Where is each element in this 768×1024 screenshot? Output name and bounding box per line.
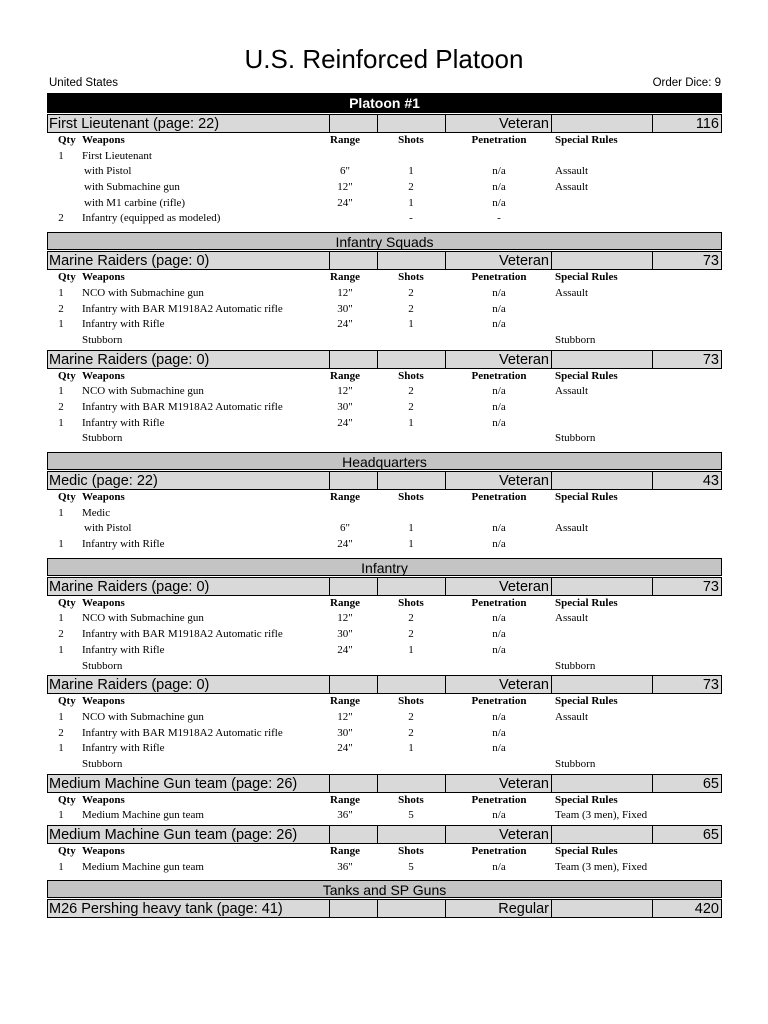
cell-pen: n/a (492, 538, 506, 551)
cell-weapon: Infantry with Rifle (82, 318, 165, 331)
unit-header (47, 774, 722, 793)
unit-blank-cell (378, 826, 446, 843)
weapon-row (47, 333, 722, 349)
cell-qty: 1 (58, 385, 64, 398)
unit-name: Marine Raiders (page: 0) (48, 351, 330, 368)
cell-range: 30" (337, 400, 353, 413)
cell-pen: n/a (492, 286, 506, 299)
cell-qty: 1 (58, 538, 64, 551)
cell-weapon: Infantry with BAR M1918A2 Automatic rifle (82, 400, 283, 413)
unit-name: Medium Machine Gun team (page: 26) (48, 826, 330, 843)
weapon-row (47, 180, 722, 196)
cell-special: Assault (555, 522, 588, 535)
weapon-row (47, 860, 722, 876)
unit-experience: Veteran (446, 115, 552, 132)
cell-pen: n/a (492, 302, 506, 315)
profile-header-row (47, 793, 722, 809)
column-header-pen: Penetration (471, 695, 527, 708)
cell-pen: n/a (492, 400, 506, 413)
cell-qty: 2 (58, 212, 64, 225)
cell-weapon: with Pistol (84, 522, 132, 535)
cell-range: 36" (337, 809, 353, 822)
weapon-row (47, 757, 722, 773)
header-meta (48, 77, 721, 91)
column-header-shots: Shots (398, 845, 424, 857)
column-header-qty: Qty (58, 845, 76, 857)
cell-pen: n/a (492, 726, 506, 739)
unit-blank-cell (378, 351, 446, 368)
cell-pen: n/a (492, 742, 506, 755)
section-header: Tanks and SP Guns (47, 880, 722, 898)
cell-pen: n/a (492, 416, 506, 429)
cell-weapon: Medium Machine gun team (82, 860, 204, 873)
unit-blank-cell (378, 676, 446, 693)
column-header-range: Range (330, 491, 360, 503)
unit-blank-cell (330, 826, 378, 843)
section-header: Headquarters (47, 452, 722, 470)
column-header-range: Range (330, 695, 360, 708)
cell-weapon: Infantry (equipped as modeled) (82, 212, 221, 225)
cell-range: 6" (340, 522, 350, 535)
unit-points: 73 (702, 578, 719, 595)
cell-weapon: Stubborn (82, 757, 123, 770)
unit-header (47, 825, 722, 844)
cell-range: 12" (337, 612, 353, 625)
unit-blank-cell (552, 900, 653, 917)
unit-blank-cell (330, 676, 378, 693)
cell-shots: 2 (408, 726, 414, 739)
cell-qty: 1 (58, 318, 64, 331)
column-header-shots: Shots (398, 695, 424, 708)
weapon-row (47, 741, 722, 757)
column-header-range: Range (330, 845, 360, 857)
cell-qty: 1 (58, 643, 64, 656)
weapon-row (47, 627, 722, 643)
weapon-profile (47, 369, 722, 447)
unit-blank-cell (552, 775, 653, 792)
cell-shots: 2 (408, 286, 414, 299)
unit-experience: Veteran (446, 351, 552, 368)
cell-weapon: Infantry with Rifle (82, 538, 165, 551)
page-title: U.S. Reinforced Platoon (244, 44, 524, 74)
cell-pen: n/a (492, 196, 506, 209)
cell-special: Stubborn (555, 333, 596, 346)
weapon-row (47, 726, 722, 742)
column-header-pen: Penetration (471, 845, 527, 857)
column-header-qty: Qty (58, 596, 76, 609)
cell-special: Assault (555, 385, 588, 398)
weapon-row (47, 400, 722, 416)
cell-shots: 1 (408, 196, 414, 209)
cell-weapon: Infantry with BAR M1918A2 Automatic rifle (82, 726, 283, 739)
cell-special: Assault (555, 710, 588, 723)
cell-range: 36" (337, 860, 353, 873)
cell-weapon: Stubborn (82, 432, 123, 445)
unit-name: Medium Machine Gun team (page: 26) (48, 775, 330, 792)
profile-header-row (47, 490, 722, 506)
cell-range: 6" (340, 165, 350, 178)
unit-blank-cell (552, 578, 653, 595)
country-label: United States (49, 77, 119, 89)
column-header-pen: Penetration (471, 596, 527, 609)
column-header-range: Range (330, 271, 360, 284)
cell-range: 30" (337, 726, 353, 739)
column-header-weapon: Weapons (82, 845, 125, 857)
unit-header (47, 350, 722, 369)
cell-qty: 1 (58, 612, 64, 625)
cell-shots: 2 (408, 400, 414, 413)
cell-pen: n/a (492, 385, 506, 398)
weapon-row (47, 611, 722, 627)
unit-points: 43 (702, 473, 719, 489)
cell-shots: 2 (408, 628, 414, 641)
cell-qty: 1 (58, 860, 64, 873)
cell-pen: n/a (492, 522, 506, 535)
column-header-special: Special Rules (555, 793, 618, 806)
unit-experience: Veteran (446, 578, 552, 595)
cell-range: 24" (337, 416, 353, 429)
unit-header (47, 899, 722, 918)
weapon-row (47, 164, 722, 180)
cell-range: 30" (337, 628, 353, 641)
roster-sheet (47, 92, 722, 918)
cell-special: Assault (555, 286, 588, 299)
column-header-special: Special Rules (555, 134, 618, 146)
column-header-shots: Shots (398, 793, 424, 806)
column-header-shots: Shots (398, 134, 424, 146)
cell-pen: n/a (492, 165, 506, 178)
unit-blank-cell (330, 775, 378, 792)
column-header-weapon: Weapons (82, 695, 125, 708)
cell-special: Stubborn (555, 659, 596, 672)
unit-name: Medic (page: 22) (48, 472, 330, 489)
cell-qty: 2 (58, 400, 64, 413)
cell-qty: 2 (58, 726, 64, 739)
weapon-profile (47, 490, 722, 553)
unit-blank-cell (552, 115, 653, 132)
column-header-range: Range (330, 369, 360, 382)
cell-shots: 1 (408, 318, 414, 331)
unit-blank-cell (552, 252, 653, 269)
cell-shots: 1 (408, 522, 414, 535)
column-header-pen: Penetration (471, 271, 527, 284)
unit-header (47, 114, 722, 133)
cell-special: Stubborn (555, 432, 596, 445)
cell-range: 12" (337, 286, 353, 299)
unit-blank-cell (378, 775, 446, 792)
column-header-qty: Qty (58, 695, 76, 708)
cell-weapon: with Submachine gun (84, 181, 180, 194)
cell-weapon: NCO with Submachine gun (82, 385, 204, 398)
column-header-special: Special Rules (555, 271, 618, 284)
cell-shots: 5 (408, 860, 414, 873)
profile-header-row (47, 844, 722, 860)
weapon-row (47, 149, 722, 165)
cell-pen: n/a (492, 860, 506, 873)
column-header-special: Special Rules (555, 596, 618, 609)
column-header-special: Special Rules (555, 491, 618, 503)
unit-blank-cell (552, 351, 653, 368)
weapon-profile (47, 596, 722, 674)
cell-shots: 1 (408, 416, 414, 429)
column-header-shots: Shots (398, 491, 424, 503)
weapon-row (47, 211, 722, 227)
cell-special: Stubborn (555, 757, 596, 770)
unit-experience: Regular (446, 900, 552, 917)
cell-range: 12" (337, 710, 353, 723)
weapon-row (47, 506, 722, 522)
unit-points: 420 (694, 901, 719, 918)
section-header: Infantry (47, 558, 722, 576)
cell-weapon: Stubborn (82, 333, 123, 346)
weapon-row (47, 808, 722, 824)
cell-range: 30" (337, 302, 353, 315)
weapon-row (47, 710, 722, 726)
profile-header-row (47, 596, 722, 612)
cell-pen: n/a (492, 318, 506, 331)
unit-blank-cell (330, 252, 378, 269)
column-header-weapon: Weapons (82, 491, 125, 503)
cell-weapon: Stubborn (82, 659, 123, 672)
cell-qty: 1 (58, 416, 64, 429)
cell-special: Assault (555, 612, 588, 625)
column-header-qty: Qty (58, 369, 76, 382)
cell-shots: 2 (408, 385, 414, 398)
cell-shots: 2 (408, 181, 414, 194)
weapon-profile (47, 844, 722, 875)
cell-weapon: NCO with Submachine gun (82, 710, 204, 723)
cell-pen: n/a (492, 643, 506, 656)
cell-shots: 1 (408, 165, 414, 178)
unit-points: 73 (702, 677, 719, 694)
unit-blank-cell (552, 472, 653, 489)
cell-range: 24" (337, 196, 353, 209)
column-header-range: Range (330, 596, 360, 609)
cell-qty: 1 (58, 742, 64, 755)
weapon-row (47, 317, 722, 333)
cell-range: 24" (337, 643, 353, 656)
unit-points: 73 (702, 351, 719, 368)
column-header-qty: Qty (58, 134, 76, 146)
unit-blank-cell (378, 900, 446, 917)
cell-qty: 1 (58, 506, 64, 519)
profile-header-row (47, 369, 722, 385)
column-header-special: Special Rules (555, 845, 618, 857)
cell-weapon: NCO with Submachine gun (82, 286, 204, 299)
cell-qty: 1 (58, 710, 64, 723)
unit-name: First Lieutenant (page: 22) (48, 115, 330, 132)
unit-blank-cell (330, 472, 378, 489)
cell-shots: 1 (408, 742, 414, 755)
cell-shots: - (409, 212, 413, 225)
unit-name: Marine Raiders (page: 0) (48, 252, 330, 269)
cell-pen: n/a (492, 612, 506, 625)
order-dice-label: Order Dice: 9 (652, 77, 721, 89)
column-header-special: Special Rules (555, 369, 618, 382)
section-header: Infantry Squads (47, 232, 722, 250)
unit-points: 65 (702, 827, 719, 843)
cell-special: Assault (555, 165, 588, 178)
weapon-row (47, 416, 722, 432)
weapon-row (47, 384, 722, 400)
weapon-row (47, 286, 722, 302)
unit-blank-cell (552, 676, 653, 693)
cell-shots: 2 (408, 302, 414, 315)
cell-range: 24" (337, 318, 353, 331)
unit-points: 116 (695, 116, 719, 132)
cell-weapon: with Pistol (84, 165, 132, 178)
column-header-special: Special Rules (555, 695, 618, 708)
unit-points: 73 (702, 253, 719, 270)
column-header-pen: Penetration (471, 793, 527, 806)
weapon-profile (47, 133, 722, 227)
cell-shots: 1 (408, 643, 414, 656)
unit-blank-cell (330, 115, 378, 132)
cell-weapon: Medium Machine gun team (82, 809, 204, 822)
weapon-row (47, 196, 722, 212)
column-header-weapon: Weapons (82, 596, 125, 609)
unit-blank-cell (378, 252, 446, 269)
cell-range: 12" (337, 181, 353, 194)
platoon-header: Platoon #1 (47, 93, 722, 113)
cell-shots: 2 (408, 710, 414, 723)
cell-weapon: Infantry with Rifle (82, 643, 165, 656)
unit-experience: Veteran (446, 775, 552, 792)
weapon-profile (47, 694, 722, 772)
column-header-qty: Qty (58, 491, 76, 503)
cell-weapon: Infantry with BAR M1918A2 Automatic rifle (82, 302, 283, 315)
unit-experience: Veteran (446, 472, 552, 489)
cell-special: Assault (555, 181, 588, 194)
unit-blank-cell (330, 900, 378, 917)
column-header-shots: Shots (398, 369, 424, 382)
weapon-row (47, 659, 722, 675)
cell-qty: 2 (58, 302, 64, 315)
unit-points: 65 (702, 775, 719, 792)
cell-weapon: Medic (82, 506, 111, 519)
unit-header (47, 251, 722, 270)
unit-name: Marine Raiders (page: 0) (48, 676, 330, 693)
cell-weapon: Infantry with Rifle (82, 416, 165, 429)
unit-experience: Veteran (446, 676, 552, 693)
column-header-weapon: Weapons (82, 134, 125, 146)
column-header-pen: Penetration (471, 491, 527, 503)
unit-blank-cell (378, 578, 446, 595)
cell-weapon: Infantry with BAR M1918A2 Automatic rifle (82, 628, 283, 641)
cell-weapon: NCO with Submachine gun (82, 612, 204, 625)
column-header-pen: Penetration (471, 369, 527, 382)
column-header-qty: Qty (58, 793, 76, 806)
cell-weapon: with M1 carbine (rifle) (84, 196, 186, 209)
column-header-weapon: Weapons (82, 369, 125, 382)
cell-special: Team (3 men), Fixed (555, 809, 648, 822)
column-header-weapon: Weapons (82, 793, 125, 806)
cell-range: 12" (337, 385, 353, 398)
column-header-qty: Qty (58, 271, 76, 284)
column-header-range: Range (330, 134, 360, 146)
column-header-shots: Shots (398, 271, 424, 284)
unit-blank-cell (552, 826, 653, 843)
cell-range: 24" (337, 538, 353, 551)
profile-header-row (47, 694, 722, 710)
weapon-row (47, 643, 722, 659)
cell-pen: n/a (492, 710, 506, 723)
unit-blank-cell (330, 578, 378, 595)
unit-name: Marine Raiders (page: 0) (48, 578, 330, 595)
weapon-row (47, 431, 722, 447)
weapon-row (47, 521, 722, 537)
cell-qty: 1 (58, 149, 64, 162)
cell-range: 24" (337, 742, 353, 755)
cell-pen: n/a (492, 181, 506, 194)
unit-header (47, 471, 722, 490)
unit-blank-cell (330, 351, 378, 368)
column-header-pen: Penetration (471, 134, 527, 146)
column-header-shots: Shots (398, 596, 424, 609)
unit-experience: Veteran (446, 826, 552, 843)
cell-special: Team (3 men), Fixed (555, 860, 648, 873)
cell-qty: 1 (58, 809, 64, 822)
cell-shots: 2 (408, 612, 414, 625)
cell-qty: 1 (58, 286, 64, 299)
cell-pen: - (497, 212, 501, 225)
cell-weapon: First Lieutenant (82, 149, 152, 162)
cell-shots: 1 (408, 538, 414, 551)
unit-name: M26 Pershing heavy tank (page: 41) (48, 900, 330, 917)
column-header-range: Range (330, 793, 360, 806)
unit-blank-cell (378, 472, 446, 489)
unit-experience: Veteran (446, 252, 552, 269)
cell-qty: 2 (58, 628, 64, 641)
weapon-row (47, 537, 722, 553)
cell-shots: 5 (408, 809, 414, 822)
cell-pen: n/a (492, 809, 506, 822)
unit-blank-cell (378, 115, 446, 132)
unit-header (47, 675, 722, 694)
unit-header (47, 577, 722, 596)
cell-pen: n/a (492, 628, 506, 641)
profile-header-row (47, 270, 722, 286)
cell-weapon: Infantry with Rifle (82, 742, 165, 755)
profile-header-row (47, 133, 722, 149)
weapon-profile (47, 270, 722, 348)
weapon-profile (47, 793, 722, 824)
weapon-row (47, 302, 722, 318)
column-header-weapon: Weapons (82, 271, 125, 284)
